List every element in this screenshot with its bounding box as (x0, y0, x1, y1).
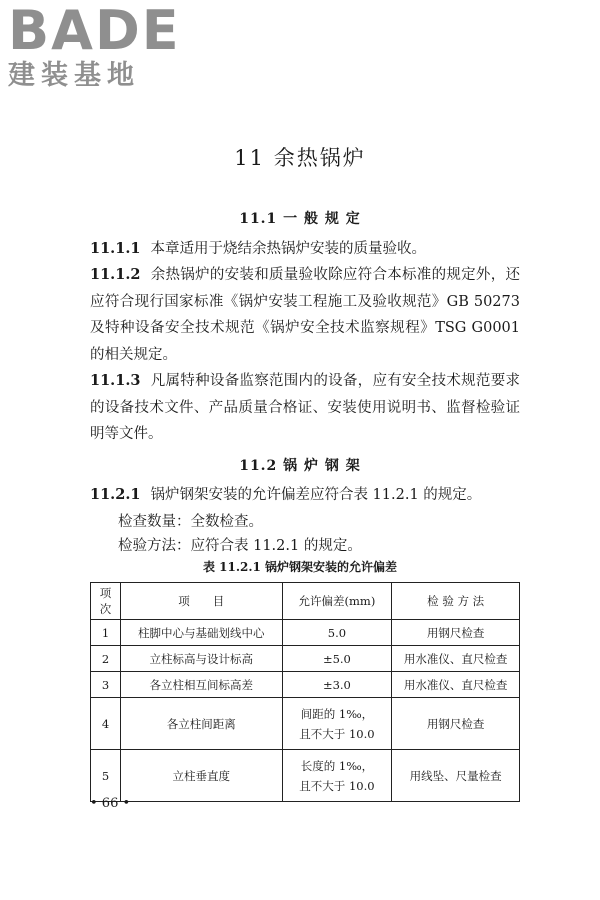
table-row (91, 672, 520, 698)
row-method: 用水准仪、直尺检查 (392, 646, 520, 672)
table-header-row (91, 583, 520, 620)
clause-11-1-1 (90, 236, 520, 263)
clause-11-1-2 (90, 262, 520, 368)
check-quantity: 检查数量：全数检查。 (118, 514, 263, 530)
clause-11-1-3 (90, 368, 520, 448)
row-tolerance (282, 646, 392, 672)
row-tolerance (282, 698, 392, 750)
tolerance-value: ±5.0 (322, 651, 351, 666)
header-no: 项次 (91, 583, 121, 620)
tolerance-line-1: 长度的 1‰， (300, 758, 374, 773)
tolerance-table (90, 582, 520, 802)
clause-text: 余热锅炉的安装和质量验收除应符合本标准的规定外，还应符合现行国家标准《锅炉安装工程施工及验收规范》GB 50273及特种设备安全技术规范《锅炉安全技术监察规程》TSG G0001的相关规定。 (90, 267, 520, 363)
row-item: 立柱标高与设计标高 (120, 646, 282, 672)
table-row (91, 698, 520, 750)
row-no: 3 (91, 672, 121, 698)
row-no: 5 (91, 750, 121, 802)
clause-text: 凡属特种设备监察范围内的设备，应有安全技术规范要求的设备技术文件、产品质量合格证、安装使用说明书、监督检验证明等文件。 (90, 373, 520, 442)
row-item: 各立柱相互间标高差 (120, 672, 282, 698)
page-number: • 66 • (90, 796, 131, 811)
tolerance-value: 5.0 (327, 625, 347, 640)
clause-number: 11.2.1 (90, 486, 141, 503)
row-method: 用钢尺检查 (392, 620, 520, 646)
clause-number: 11.1.3 (90, 372, 141, 389)
tolerance-line-2: 且不大于 10.0 (299, 726, 375, 741)
header-method: 检 验 方 法 (392, 583, 520, 620)
tolerance-line-2: 且不大于 10.0 (299, 778, 375, 793)
row-no: 2 (91, 646, 121, 672)
tolerance-line-1: 间距的 1‰， (300, 706, 374, 721)
clause-text: 锅炉钢架安装的允许偏差应符合表 11.2.1 的规定。 (150, 487, 482, 503)
clause-number: 11.1.2 (90, 266, 141, 283)
row-method: 用钢尺检查 (392, 698, 520, 750)
table-caption: 表 11.2.1 锅炉钢架安装的允许偏差 (202, 560, 398, 574)
table-row (91, 750, 520, 802)
clause-text: 本章适用于烧结余热锅炉安装的质量验收。 (150, 241, 426, 257)
row-tolerance (282, 672, 392, 698)
row-tolerance (282, 620, 392, 646)
logo-wordmark: BADE (8, 0, 181, 62)
section-title-steel-frame: 11.2 锅 炉 钢 架 (239, 458, 361, 474)
row-method: 用线坠、尺量检查 (392, 750, 520, 802)
row-method: 用水准仪、直尺检查 (392, 672, 520, 698)
row-no: 4 (91, 698, 121, 750)
row-item: 柱脚中心与基础划线中心 (120, 620, 282, 646)
logo (8, 0, 181, 92)
row-item: 立柱垂直度 (120, 750, 282, 802)
row-item: 各立柱间距离 (120, 698, 282, 750)
tolerance-value: ±3.0 (322, 677, 351, 692)
table-row (91, 620, 520, 646)
row-no: 1 (91, 620, 121, 646)
header-tolerance: 允许偏差(mm) (282, 583, 392, 620)
header-item: 项 目 (120, 583, 282, 620)
row-tolerance (282, 750, 392, 802)
section-title-general: 11.1 一 般 规 定 (239, 211, 361, 227)
logo-subtitle: 建装基地 (8, 60, 140, 91)
table-row (91, 646, 520, 672)
clause-number: 11.1.1 (90, 240, 141, 257)
check-method: 检验方法：应符合表 11.2.1 的规定。 (118, 538, 362, 554)
clause-11-2-1 (90, 482, 520, 509)
chapter-title: 11 余热锅炉 (234, 146, 366, 170)
